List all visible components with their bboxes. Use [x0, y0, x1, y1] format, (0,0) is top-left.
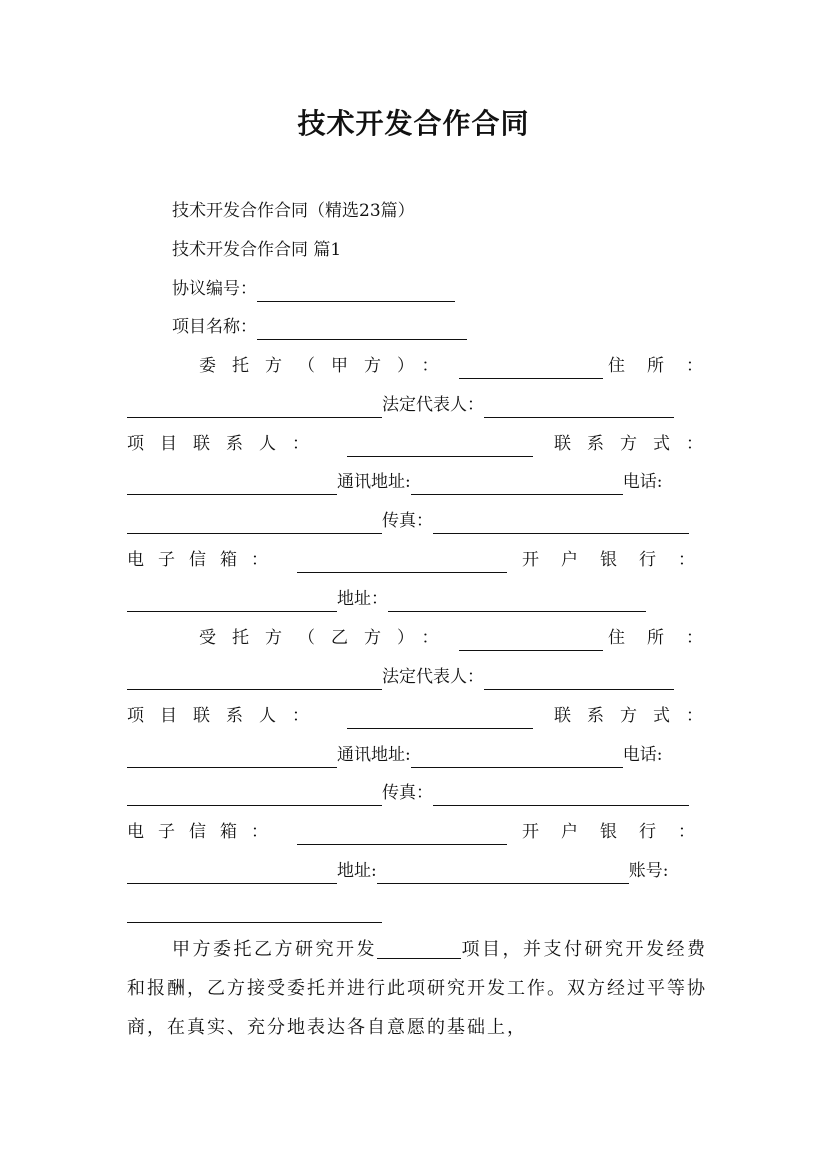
- party-b-contact-method-blank[interactable]: [127, 748, 337, 768]
- party-b-bank-blank[interactable]: [127, 864, 337, 884]
- party-b-contact-row: 项目联系人： 联系方式：: [127, 703, 703, 729]
- party-a-legal-rep-blank[interactable]: [484, 398, 674, 418]
- party-a-contact-method-blank[interactable]: [127, 475, 337, 495]
- party-a-fax-blank[interactable]: [433, 514, 689, 534]
- party-b-residence-blank[interactable]: [127, 670, 382, 690]
- party-b-account-row: [127, 897, 703, 923]
- party-a-bank-address-row: 地址：: [127, 586, 703, 612]
- party-b-email-blank[interactable]: [297, 825, 507, 845]
- project-name-row: 项目名称：: [172, 314, 703, 340]
- agreement-number-blank[interactable]: [257, 282, 455, 302]
- party-b-legal-rep-row: 法定代表人：: [127, 664, 703, 690]
- party-b-bank-address-row: 地址: 账号:: [127, 858, 703, 884]
- party-b-address-row: 通讯地址: 电话:: [127, 742, 703, 768]
- party-b-fax-row: 传真：: [127, 780, 703, 806]
- party-b-legal-rep-blank[interactable]: [484, 670, 674, 690]
- party-b-header-row: 受托方（乙方）： 住所：: [127, 625, 703, 651]
- party-a-address-blank[interactable]: [411, 475, 623, 495]
- party-b-contact-person-blank[interactable]: [347, 709, 533, 729]
- project-name-blank[interactable]: [257, 320, 467, 340]
- project-blank[interactable]: [377, 936, 461, 959]
- party-a-residence-blank[interactable]: [127, 398, 382, 418]
- document-title: 技术开发合作合同: [297, 107, 530, 140]
- party-b-bank-address-blank[interactable]: [377, 864, 629, 884]
- party-b-phone-blank[interactable]: [127, 786, 382, 806]
- party-a-fax-row: 传真：: [127, 508, 703, 534]
- party-a-bank-address-blank[interactable]: [388, 592, 646, 612]
- party-b-address-blank[interactable]: [411, 748, 623, 768]
- party-a-phone-blank[interactable]: [127, 514, 382, 534]
- party-a-header-row: 委托方（甲方）： 住所：: [127, 353, 703, 379]
- party-a-contact-person-blank[interactable]: [347, 437, 533, 457]
- party-b-fax-blank[interactable]: [433, 786, 689, 806]
- party-b-email-row: 电子信箱： 开户银行：: [127, 819, 703, 845]
- party-a-legal-rep-row: 法定代表人：: [127, 392, 703, 418]
- collection-title: 技术开发合作合同（精选23篇）: [172, 201, 415, 221]
- article-title: 技术开发合作合同 篇1: [172, 240, 342, 260]
- party-a-address-row: 通讯地址: 电话:: [127, 469, 703, 495]
- party-a-name-blank[interactable]: [459, 359, 603, 379]
- agreement-number-row: 协议编号：: [172, 276, 703, 302]
- party-a-email-blank[interactable]: [297, 553, 507, 573]
- party-b-name-blank[interactable]: [459, 631, 603, 651]
- party-a-bank-blank[interactable]: [127, 592, 337, 612]
- party-b-account-blank[interactable]: [127, 903, 382, 923]
- body-paragraph: 甲方委托乙方研究开发 项目，并支付研究开发经费和报酬，乙方接受委托并进行此项研究开发工作。双方经过平等协商，在真实、充分地表达各自意愿的基础上，: [127, 930, 707, 1047]
- party-a-email-row: 电子信箱： 开户银行：: [127, 547, 703, 573]
- party-a-contact-row: 项目联系人： 联系方式：: [127, 431, 703, 457]
